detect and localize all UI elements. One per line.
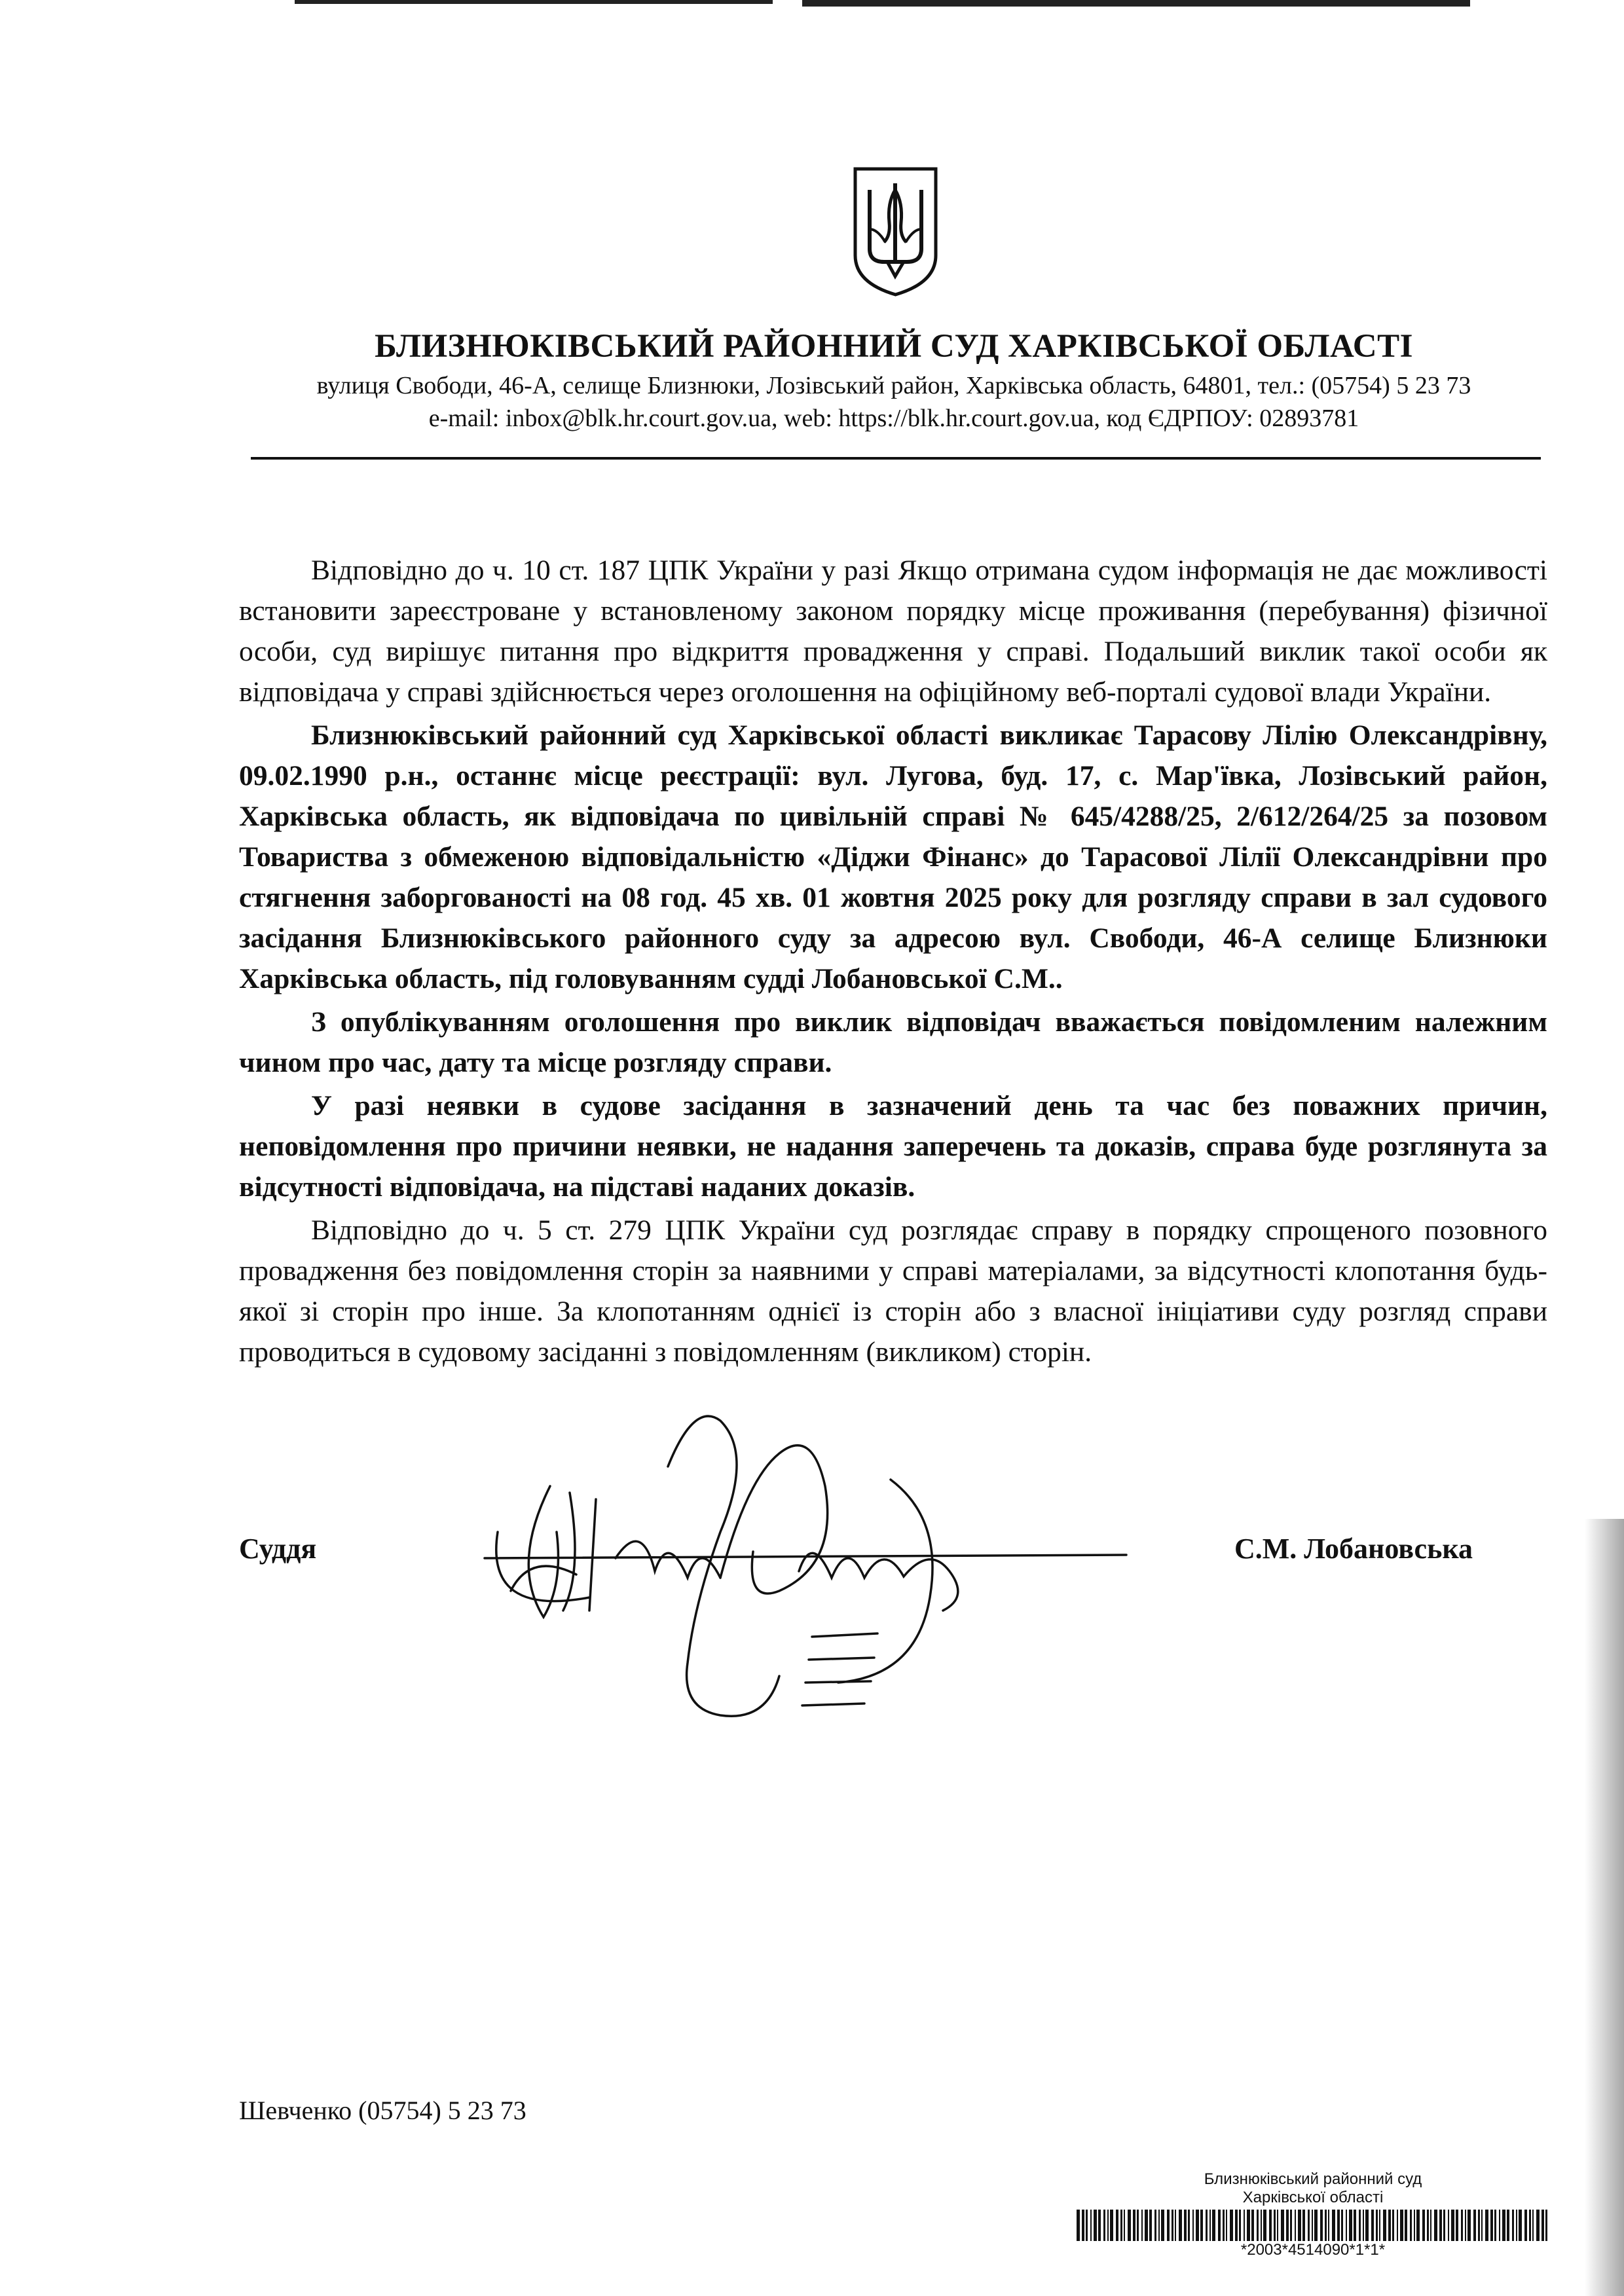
- trident-coat-of-arms-icon: [851, 164, 940, 298]
- barcode-bar: [1439, 2210, 1442, 2241]
- barcode-bar: [1337, 2210, 1340, 2241]
- barcode-bar: [1532, 2210, 1534, 2241]
- barcode-bar: [1410, 2210, 1412, 2241]
- barcode-bar: [1179, 2210, 1182, 2241]
- barcode-bar: [1341, 2210, 1343, 2241]
- barcode-bar: [1192, 2210, 1194, 2241]
- header-divider: [251, 457, 1541, 460]
- barcode-bar: [1128, 2210, 1131, 2241]
- barcode-bar: [1308, 2210, 1310, 2241]
- barcode-bar: [1536, 2210, 1540, 2241]
- barcode-bar: [1230, 2210, 1233, 2241]
- barcode-bar: [1107, 2210, 1109, 2241]
- barcode-bar: [1499, 2210, 1500, 2241]
- barcode-bar: [1490, 2210, 1493, 2241]
- judge-label: Суддя: [239, 1533, 317, 1565]
- barcode-bar: [1212, 2210, 1215, 2241]
- barcode-bar: [1478, 2210, 1480, 2241]
- notice-body: [239, 550, 1547, 1375]
- barcode-bar: [1422, 2210, 1425, 2241]
- barcode-bar: [1416, 2210, 1420, 2241]
- barcode-bar: [1312, 2210, 1313, 2241]
- barcode-bar: [1507, 2210, 1509, 2241]
- scan-artifact-top-left: [295, 0, 773, 4]
- barcode-bar: [1269, 2210, 1272, 2241]
- barcode-number: *2003*4514090*1*1*: [1240, 2241, 1386, 2259]
- barcode-bar: [1274, 2210, 1276, 2241]
- barcode-bar: [1206, 2210, 1208, 2241]
- barcode-bar: [1094, 2210, 1097, 2241]
- registry-stamp: [1074, 2170, 1552, 2259]
- barcode-bar: [1247, 2210, 1250, 2241]
- barcode-bar: [1359, 2210, 1361, 2241]
- barcode-bar: [1400, 2210, 1403, 2241]
- barcode-bar: [1226, 2210, 1227, 2241]
- barcode-bar: [1120, 2210, 1122, 2241]
- barcode-bar: [1263, 2210, 1266, 2241]
- barcode-bar: [1223, 2210, 1225, 2241]
- barcode-bar: [1172, 2210, 1173, 2241]
- barcode-bar: [1167, 2210, 1170, 2241]
- barcode-bar: [1103, 2210, 1105, 2241]
- barcode-bar: [1154, 2210, 1156, 2241]
- barcode-bar: [1541, 2210, 1544, 2241]
- barcode-bar: [1502, 2210, 1505, 2241]
- barcode-bar: [1261, 2210, 1262, 2241]
- barcode-bar: [1133, 2210, 1135, 2241]
- barcode-bar: [1434, 2210, 1437, 2241]
- barcode-bar: [1124, 2210, 1125, 2241]
- barcode-bar: [1427, 2210, 1429, 2241]
- barcode-bar: [1110, 2210, 1113, 2241]
- barcode-bar: [1397, 2210, 1398, 2241]
- barcode-bar: [1451, 2210, 1454, 2241]
- barcode-bar: [1302, 2210, 1305, 2241]
- barcode-bar: [1290, 2210, 1292, 2241]
- barcode-bar: [1145, 2210, 1148, 2241]
- barcode-bar: [1485, 2210, 1488, 2241]
- barcode-bar: [1512, 2210, 1514, 2241]
- court-address: вулиця Свободи, 46-А, селище Близнюки, Лозівський район, Харківська область, 64801, тел.: (05754) 5 23 73: [316, 372, 1471, 399]
- barcode-bar: [1467, 2210, 1471, 2241]
- barcode-bar: [1188, 2210, 1190, 2241]
- barcode-bar: [1086, 2210, 1088, 2241]
- court-contacts: e-mail: inbox@blk.hr.court.gov.ua, web: https://blk.hr.court.gov.ua, код ЄДРПОУ: 02893781: [428, 405, 1359, 432]
- barcode-bar: [1545, 2210, 1547, 2241]
- barcode-bar: [1519, 2210, 1522, 2241]
- barcode-bar: [1314, 2210, 1318, 2241]
- barcode-bar: [1414, 2210, 1415, 2241]
- barcode-bar: [1461, 2210, 1463, 2241]
- barcode-bar: [1332, 2210, 1335, 2241]
- barcode-bar: [1494, 2210, 1496, 2241]
- barcode-bar: [1090, 2210, 1092, 2241]
- barcode-bar: [1379, 2210, 1380, 2241]
- barcode-bar: [1281, 2210, 1284, 2241]
- barcode-bar: [1363, 2210, 1364, 2241]
- barcode-bar: [1325, 2210, 1327, 2241]
- barcode-bar: [1098, 2210, 1101, 2241]
- barcode-bar: [1456, 2210, 1458, 2241]
- barcode-bar: [1443, 2210, 1445, 2241]
- scan-shadow-edge: [1585, 1519, 1624, 2296]
- barcode-bar: [1383, 2210, 1386, 2241]
- barcode-bar: [1149, 2210, 1152, 2241]
- handwritten-signature-icon: [471, 1401, 1179, 1748]
- barcode-bar: [1277, 2210, 1278, 2241]
- barcode-bar: [1405, 2210, 1407, 2241]
- barcode-bar: [1448, 2210, 1449, 2241]
- barcode-bar: [1200, 2210, 1203, 2241]
- barcode-bar: [1137, 2210, 1139, 2241]
- barcode-bar: [1158, 2210, 1160, 2241]
- paragraph-legal-basis: Відповідно до ч. 10 ст. 187 ЦПК України у разі Якщо отримана судом інформація не дає можливості встановити зареєстроване у встановленому законом порядку місце проживання (перебування) фізичної особи, суд вирішує питання про відкриття провадження у справі. Подальший виклик такої особи як відповідача у справі здійснюється через оголошення на офіційному веб-порталі судової влади України.: [239, 555, 1547, 708]
- barcode-bar: [1473, 2210, 1476, 2241]
- barcode-bar: [1209, 2210, 1211, 2241]
- barcode-bar: [1196, 2210, 1199, 2241]
- barcode-bar: [1365, 2210, 1369, 2241]
- barcode-bar: [1244, 2210, 1245, 2241]
- barcode-bar: [1349, 2210, 1352, 2241]
- barcode-bar: [1116, 2210, 1118, 2241]
- scan-artifact-top-right: [802, 0, 1470, 7]
- paragraph-summons: Близнюківський районний суд Харківської області викликає Тарасову Лілію Олександрівну, 09.02.1990 р.н., останнє місце реєстрації: вул. Лугова, буд. 17, с. Мар'ївка, Лозівський район, Харківська область, як відповідача по цивільній справі № 645/4288/25, 2/612/264/25 за позовом Товариства з обмеженою відповідальністю «Діджи Фінанс» до Тарасової Лілії Олександрівни про стягнення заборгованості на 08 год. 45 хв. 01 жовтня 2025 року для розгляду справи в зал судового засідання Близнюківського районного суду за адресою вул. Свободи, 46-А селище Близнюки Харківська область, під головуванням судді Лобановської С.М..: [239, 720, 1547, 994]
- barcode-bar: [1529, 2210, 1531, 2241]
- barcode-bar: [1320, 2210, 1323, 2241]
- barcode-bar: [1392, 2210, 1394, 2241]
- judge-name: С.М. Лобановська: [1234, 1533, 1473, 1565]
- executor-contact: Шевченко (05754) 5 23 73: [239, 2096, 526, 2125]
- paragraph-simplified-procedure: Відповідно до ч. 5 ст. 279 ЦПК України суд розглядає справу в порядку спрощеного позовного провадження без повідомлення сторін за наявними у справі матеріалами, за відсутності клопотання будь-якої зі сторін про інше. За клопотанням однієї із сторін або з власної ініціативи суду розгляд справи проводиться в судовому засіданні з повідомленням (викликом) сторін.: [239, 1214, 1547, 1368]
- barcode-bar: [1481, 2210, 1483, 2241]
- barcode-bar: [1388, 2210, 1391, 2241]
- barcode-bar: [1286, 2210, 1289, 2241]
- barcode-bar: [1295, 2210, 1296, 2241]
- barcode-bar: [1346, 2210, 1347, 2241]
- barcode-bar: [1082, 2210, 1084, 2241]
- stamp-court-line: Близнюківський районний суд: [1204, 2170, 1422, 2188]
- barcode-bar: [1161, 2210, 1164, 2241]
- barcode-bar: [1376, 2210, 1378, 2241]
- barcode-bar: [1516, 2210, 1517, 2241]
- barcode-icon: [1074, 2210, 1552, 2241]
- court-name: БЛИЗНЮКІВСЬКИЙ РАЙОННИЙ СУД ХАРКІВСЬКОЇ ОБЛАСТІ: [375, 328, 1413, 365]
- paragraph-notification: З опублікуванням оголошення про виклик відповідач вважається повідомленим належним чином про час, дату та місце розгляду справи.: [239, 1006, 1547, 1078]
- stamp-region-line: Харківської області: [1242, 2189, 1384, 2206]
- barcode-bar: [1251, 2210, 1254, 2241]
- barcode-bar: [1218, 2210, 1221, 2241]
- barcode-bar: [1298, 2210, 1301, 2241]
- barcode-bar: [1141, 2210, 1143, 2241]
- barcode-bar: [1430, 2210, 1431, 2241]
- barcode-bar: [1235, 2210, 1238, 2241]
- barcode-bar: [1184, 2210, 1187, 2241]
- paragraph-non-appearance: У разі неявки в судове засідання в зазначений день та час без поважних причин, неповідомлення про причини неявки, не надання заперечень та доказів, справа буде розглянута за відсутності відповідача, на підставі наданих доказів.: [239, 1090, 1547, 1203]
- barcode-bar: [1354, 2210, 1356, 2241]
- barcode-bar: [1328, 2210, 1329, 2241]
- barcode-bar: [1465, 2210, 1466, 2241]
- barcode-bar: [1257, 2210, 1259, 2241]
- barcode-bar: [1175, 2210, 1176, 2241]
- barcode-bar: [1371, 2210, 1374, 2241]
- barcode-bar: [1239, 2210, 1241, 2241]
- barcode-bar: [1077, 2210, 1080, 2241]
- barcode-bar: [1524, 2210, 1527, 2241]
